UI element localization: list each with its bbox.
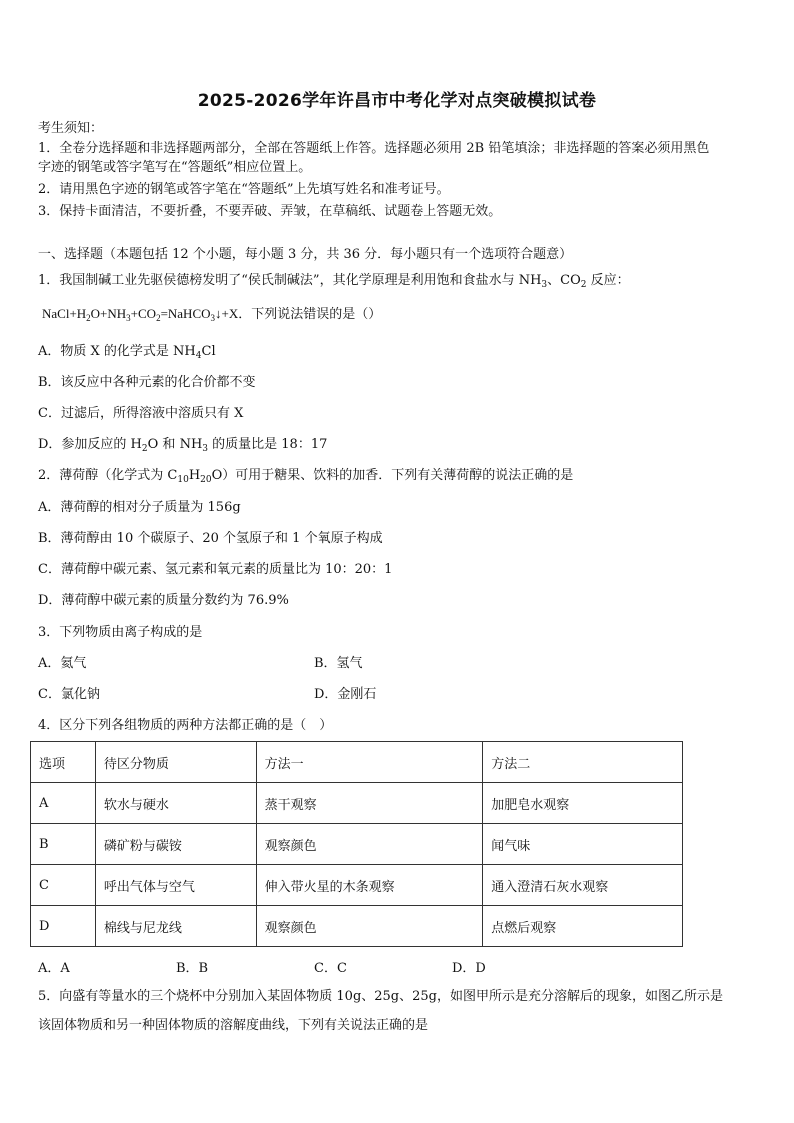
table-header-row bbox=[31, 742, 683, 783]
table-cell: 点燃后观察 bbox=[483, 906, 683, 947]
header-method-one: 方法一 bbox=[256, 742, 483, 783]
table-cell: 呼出气体与空气 bbox=[95, 865, 256, 906]
q4-answer-a: A．A bbox=[38, 961, 70, 976]
q4-comparison-table bbox=[30, 741, 683, 947]
section-heading: 一、选择题（本题包括 12 个小题，每小题 3 分，共 36 分．每小题只有一个选项符合题意） bbox=[38, 247, 573, 262]
q2-option-c: C．薄荷醇中碳元素、氢元素和氧元素的质量比为 10：20：1 bbox=[38, 562, 393, 577]
notice-item-1-cont: 字迹的钢笔或答字笔写在“答题纸”相应位置上。 bbox=[38, 160, 312, 175]
q2-option-a: A．薄荷醇的相对分子质量为 156g bbox=[38, 500, 241, 515]
notice-item-2: 2．请用黑色字迹的钢笔或答字笔在“答题纸”上先填写姓名和准考证号。 bbox=[38, 182, 450, 197]
q1-option-a: A．物质 X 的化学式是 $NH_4Cl$ bbox=[38, 344, 216, 361]
q3-option-b: B．氢气 bbox=[314, 656, 363, 671]
q4-answer-d: D．D bbox=[452, 961, 486, 976]
q1-equation: $NaCl+H_2O+NH_3+CO_2=NaHCO_3↓+X$．下列说法错误的是（） bbox=[42, 306, 382, 323]
table-row bbox=[31, 783, 683, 824]
q3-option-d: D．金刚石 bbox=[314, 687, 377, 702]
notice-item-1: 1．全卷分选择题和非选择题两部分，全部在答题纸上作答。选择题必须用 2B 铅笔填涂；非选择题的答案必须用黑色 bbox=[38, 141, 710, 156]
q4-answer-c: C．C bbox=[314, 961, 347, 976]
q1-stem: 1．我国制碱工业先驱侯德榜发明了“侯氏制碱法”，其化学原理是利用饱和食盐水与 $NH_3$、$CO_2$ 反应： bbox=[38, 273, 630, 290]
exam-title: 2025-2026学年许昌市中考化学对点突破模拟试卷 bbox=[197, 91, 597, 111]
q2-option-d: D．薄荷醇中碳元素的质量分数约为 76.9% bbox=[38, 593, 289, 608]
q1-option-c: C．过滤后，所得溶液中溶质只有 X bbox=[38, 406, 244, 421]
q3-option-a: A．氦气 bbox=[38, 656, 87, 671]
table-cell: 观察颜色 bbox=[256, 906, 483, 947]
q5-stem-line-1: 5．向盛有等量水的三个烧杯中分别加入某固体物质 10g、25g、25g，如图甲所示是充分溶解后的现象，如图乙所示是 bbox=[38, 989, 723, 1004]
table-cell: 棉线与尼龙线 bbox=[95, 906, 256, 947]
q4-stem: 4．区分下列各组物质的两种方法都正确的是（ ） bbox=[38, 718, 333, 733]
table-cell: D bbox=[31, 906, 96, 947]
q4-answer-b: B．B bbox=[176, 961, 209, 976]
q2-stem: 2．薄荷醇（化学式为 $C_{10}H_{20}O$）可用于糖果、饮料的加香．下列有关薄荷醇的说法正确的是 bbox=[38, 468, 574, 485]
table-row bbox=[31, 906, 683, 947]
table-cell: C bbox=[31, 865, 96, 906]
q1-option-b: B．该反应中各种元素的化合价都不变 bbox=[38, 375, 256, 390]
header-method-two: 方法二 bbox=[483, 742, 683, 783]
table-cell: B bbox=[31, 824, 96, 865]
table-row bbox=[31, 865, 683, 906]
table-cell: A bbox=[31, 783, 96, 824]
table-cell: 伸入带火星的木条观察 bbox=[256, 865, 483, 906]
q2-option-b: B．薄荷醇由 10 个碳原子、20 个氢原子和 1 个氧原子构成 bbox=[38, 531, 383, 546]
table-cell: 通入澄清石灰水观察 bbox=[483, 865, 683, 906]
notice-heading: 考生须知： bbox=[38, 121, 104, 136]
table-cell: 观察颜色 bbox=[256, 824, 483, 865]
header-option: 选项 bbox=[31, 742, 96, 783]
table-cell: 加肥皂水观察 bbox=[483, 783, 683, 824]
notice-item-3: 3．保持卡面清洁，不要折叠，不要弄破、弄皱，在草稿纸、试题卷上答题无效。 bbox=[38, 204, 502, 219]
q3-stem: 3．下列物质由离子构成的是 bbox=[38, 625, 203, 640]
header-substances: 待区分物质 bbox=[95, 742, 256, 783]
q1-equation-tail: ．下列说法错误的是（） bbox=[238, 307, 382, 322]
q3-option-c: C．氯化钠 bbox=[38, 687, 100, 702]
q5-stem-line-2: 该固体物质和另一种固体物质的溶解度曲线，下列有关说法正确的是 bbox=[38, 1018, 429, 1033]
table-row bbox=[31, 824, 683, 865]
table-cell: 闻气味 bbox=[483, 824, 683, 865]
q1-option-d: D．参加反应的 $H_2O$ 和 $NH_3$ 的质量比是 18：17 bbox=[38, 437, 328, 454]
table-cell: 软水与硬水 bbox=[95, 783, 256, 824]
table-cell: 蒸干观察 bbox=[256, 783, 483, 824]
table-cell: 磷矿粉与碳铵 bbox=[95, 824, 256, 865]
